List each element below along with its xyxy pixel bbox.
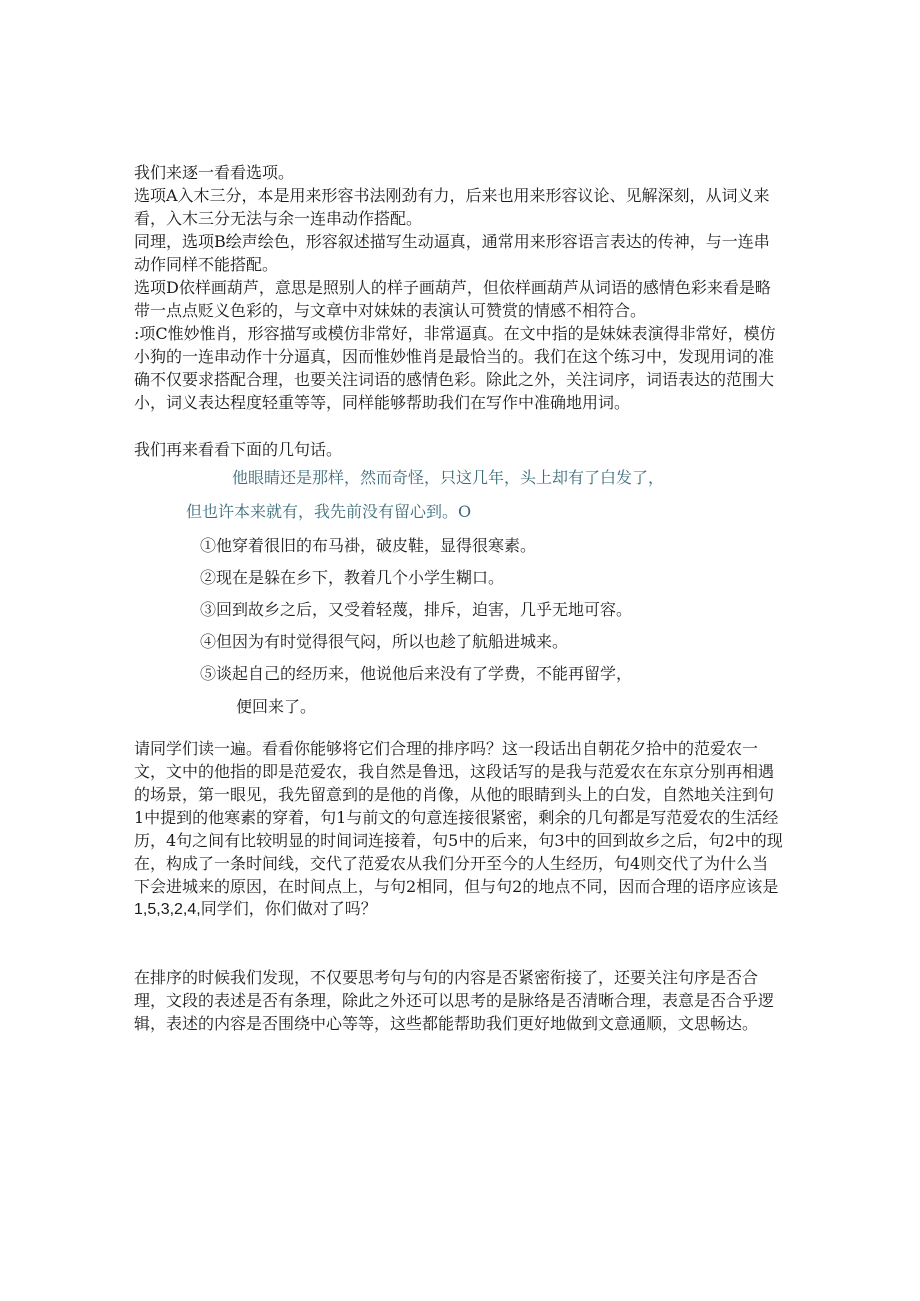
sentence-item-4: ④但因为有时觉得很气闷，所以也趁了航船进城来。 <box>200 632 569 651</box>
quote-line-2: 但也许本来就有，我先前没有留心到。O <box>186 502 472 521</box>
conclusion-paragraph <box>134 966 784 1035</box>
options-intro: 我们来逐一看看选项。 <box>134 163 295 182</box>
option-c-paragraph: :项C惟妙惟肖，形容描写或模仿非常好，非常逼真。在文中指的是妹妹表演得非常好，模仿小狗的一连串动作十分逼真，因而惟妙惟肖是最恰当的。我们在这个练习中，发现用词的准确不仅要求搭配合理，也要关注词语的感情色彩。除此之外，关注词序，词语表达的范围大小，词义表达程度轻重等等，同样能够帮助我们在写作中准确地用词。 <box>134 324 776 412</box>
sentence-item-1: ①他穿着很旧的布马褂，破皮鞋，显得很寒素。 <box>200 536 537 555</box>
sentence-item-5: ⑤谈起自己的经历来，他说他后来没有了学费，不能再留学， <box>200 664 633 683</box>
sentence-item-2: ②现在是躲在乡下，教着几个小学生糊口。 <box>200 568 505 587</box>
sentence-item-3: ③回到故乡之后，又受着轻蔑，排斥，迫害，几乎无地可容。 <box>200 600 633 619</box>
answer-line: 1,5,3,2,4,同学们，你们做对了吗？ <box>134 901 377 918</box>
sentence-item-5-continued: 便回来了。 <box>236 697 317 716</box>
quote-line-1: 他眼睛还是那样，然而奇怪，只这几年，头上却有了白发了， <box>232 468 665 487</box>
option-d-paragraph: 选项D依样画葫芦，意思是照别人的样子画葫芦，但依样画葫芦从词语的感情色彩来看是略带一点点贬义色彩的，与文章中对妹妹的表演认可赞赏的情感不相符合。 <box>134 278 771 320</box>
sentences-intro: 我们再来看看下面的几句话。 <box>134 440 343 459</box>
analysis-text: 请同学们读一遍。看看你能够将它们合理的排序吗？这一段话出自朝花夕拾中的范爱农一文，文中的他指的即是范爱农，我自然是鲁迅，这段话写的是我与范爱农在东京分别再相遇的场景，第一眼见，我先留意到的是他的肖像，从他的眼睛到头上的白发，自然地关注到句1中提到的他寒素的穿着，句1与前文的句意连接很紧密，剩余的几句都是写范爱农的生活经历，4句之间有比较明显的时间词连接着，句5中的后来，句3中的回到故乡之后，句2中的现在，构成了一条时间线，交代了范爱农从我们分开至今的人生经历，句4则交代了为什么当下会进城来的原因，在时间点上，与句2相同，但与句2的地点不同，因而合理的语序应该是 <box>134 739 783 896</box>
option-a-paragraph: 选项A入木三分，本是用来形容书法刚劲有力，后来也用来形容议论、见解深刻，从词义来看，入木三分无法与余一连串动作搭配。 <box>134 186 770 228</box>
option-b-paragraph: 同理，选项B绘声绘色，形容叙述描写生动逼真，通常用来形容语言表达的传神，与一连串动作同样不能搭配。 <box>134 232 770 274</box>
analysis-paragraph <box>134 737 784 921</box>
options-explanation <box>134 161 784 414</box>
conclusion-text: 在排序的时候我们发现，不仅要思考句与句的内容是否紧密衔接了，还要关注句序是否合理，文段的表述是否有条理，除此之外还可以思考的是脉络是否清晰合理，表意是否合乎逻辑，表述的内容是否围绕中心等等，这些都能帮助我们更好地做到文意通顺，文思畅达。 <box>134 968 775 1033</box>
